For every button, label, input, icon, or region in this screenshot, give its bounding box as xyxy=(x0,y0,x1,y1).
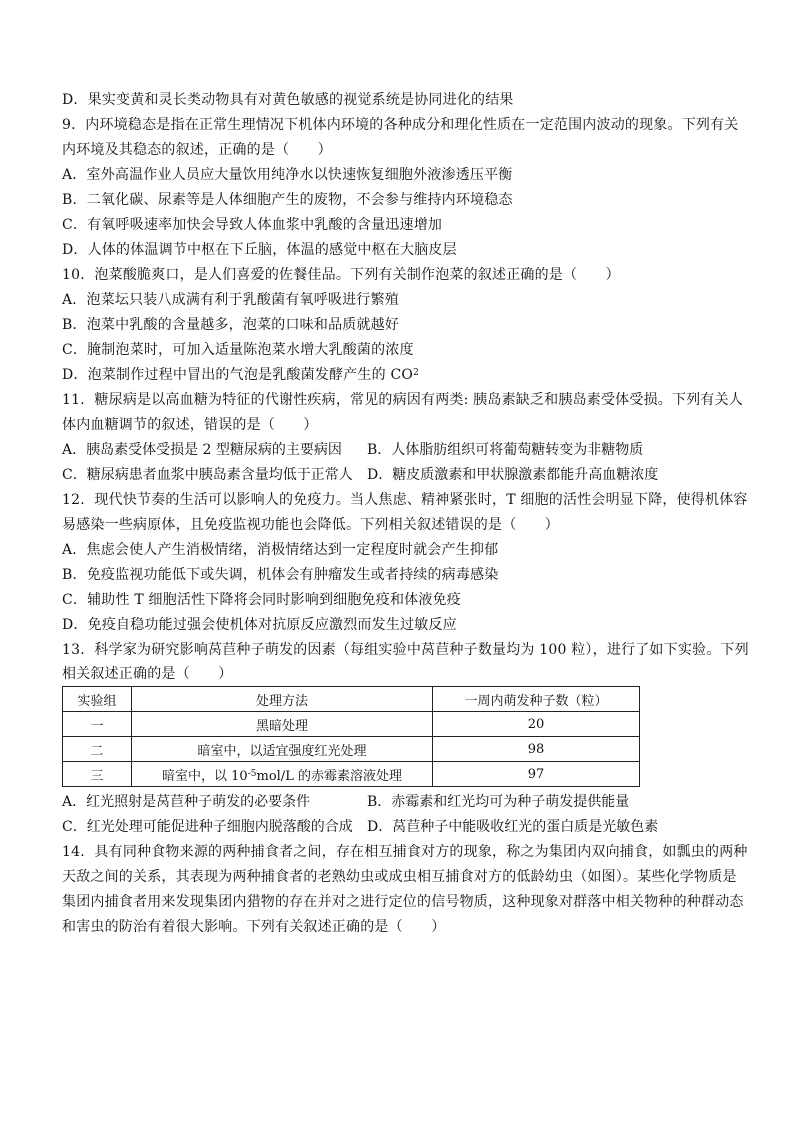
table-cell-count: 97 xyxy=(433,762,640,787)
q9-option-b: B．二氧化碳、尿素等是人体细胞产生的废物，不会参与维持内环境稳态 xyxy=(62,192,513,208)
q9-option-d: D．人体的体温调节中枢在下丘脑，体温的感觉中枢在大脑皮层 xyxy=(62,242,457,258)
method-text-post: mol/L 的赤霉素溶液处理 xyxy=(256,768,402,784)
table-header-count: 一周内萌发种子数（粒） xyxy=(433,687,640,712)
q13-stem-line1: 13．科学家为研究影响莴苣种子萌发的因素（每组实验中莴苣种子数量均为 100 粒），进行了如下实验。下列 xyxy=(62,642,749,658)
table-header-group: 实验组 xyxy=(63,687,132,712)
q10-option-d xyxy=(62,365,419,385)
q10-option-b: B．泡菜中乳酸的含量越多，泡菜的口味和品质就越好 xyxy=(62,317,400,333)
q10-stem: 10．泡菜酸脆爽口，是人们喜爱的佐餐佳品。下列有关制作泡菜的叙述正确的是（ ） xyxy=(62,267,620,283)
q9-option-a: A．室外高温作业人员应大量饮用纯净水以快速恢复细胞外液渗透压平衡 xyxy=(62,167,513,183)
q14-stem-line4: 和害虫的防治有着很大影响。下列有关叙述正确的是（ ） xyxy=(62,919,446,935)
q13-option-b: B．赤霉素和红光均可为种子萌发提供能量 xyxy=(367,794,630,810)
table-header-row xyxy=(63,687,640,712)
q14-stem-line3: 集团内捕食者用来发现集团内猎物的存在并对之进行定位的信号物质，这种现象对群落中相关物种的种群动态 xyxy=(62,894,744,910)
method-text-pre: 暗室中，以 10 xyxy=(162,768,248,784)
q13-option-a: A．红光照射是莴苣种子萌发的必要条件 xyxy=(62,794,311,810)
q11-option-d: D．糖皮质激素和甲状腺激素都能升高血糖浓度 xyxy=(367,467,659,483)
q12-option-d: D．免疫自稳功能过强会使机体对抗原反应激烈而发生过敏反应 xyxy=(62,617,457,633)
q14-stem-line1: 14．具有同种食物来源的两种捕食者之间，存在相互捕食对方的现象，称之为集团内双向捕食，如瓢虫的两种 xyxy=(62,844,748,860)
q13-option-c: C．红光处理可能促进种子细胞内脱落酸的合成 xyxy=(62,819,353,835)
table-cell-method: 暗室中，以适宜强度红光处理 xyxy=(132,737,433,762)
q10-option-a: A．泡菜坛只装八成满有利于乳酸菌有氧呼吸进行繁殖 xyxy=(62,292,399,308)
table-cell-method xyxy=(132,762,433,787)
q10-option-c: C．腌制泡菜时，可加入适量陈泡菜水增大乳酸菌的浓度 xyxy=(62,342,414,358)
q12-stem-line2: 易感染一些病原体，且免疫监视功能也会降低。下列相关叙述错误的是（ ） xyxy=(62,517,559,533)
q12-option-a: A．焦虑会使人产生消极情绪，消极情绪达到一定程度时就会产生抑郁 xyxy=(62,542,499,558)
table-cell-count: 20 xyxy=(433,712,640,737)
q11-option-a: A．胰岛素受体受损是 2 型糖尿病的主要病因 xyxy=(62,442,342,458)
table-cell-count: 98 xyxy=(433,737,640,762)
table-row xyxy=(63,762,640,787)
table-header-method: 处理方法 xyxy=(132,687,433,712)
q12-option-b: B．免疫监视功能低下或失调，机体会有肿瘤发生或者持续的病毒感染 xyxy=(62,567,499,583)
q10-option-d-text: D．泡菜制作过程中冒出的气泡是乳酸菌发酵产生的 CO xyxy=(62,367,414,383)
q8-option-d: D．果实变黄和灵长类动物具有对黄色敏感的视觉系统是协同进化的结果 xyxy=(62,92,514,108)
q11-option-b: B．人体脂肪组织可将葡萄糖转变为非糖物质 xyxy=(367,442,644,458)
q10-option-d-subscript: 2 xyxy=(413,368,420,378)
table-cell-group: 一 xyxy=(63,712,132,737)
table-row xyxy=(63,737,640,762)
q11-stem-line1: 11．糖尿病是以高血糖为特征的代谢性疾病，常见的病因有两类: 胰岛素缺乏和胰岛素受体受损。下列有关人 xyxy=(62,392,743,408)
experiment-table xyxy=(62,686,640,787)
q14-stem-line2: 天敌之间的关系，其表现为两种捕食者的老熟幼虫或成虫相互捕食对方的低龄幼虫（如图）。某些化学物质是 xyxy=(62,869,737,885)
table-cell-method: 黑暗处理 xyxy=(132,712,433,737)
q9-option-c: C．有氧呼吸速率加快会导致人体血浆中乳酸的含量迅速增加 xyxy=(62,217,443,233)
table-cell-group: 二 xyxy=(63,737,132,762)
method-exponent: -5 xyxy=(247,768,257,779)
table-row xyxy=(63,712,640,737)
q9-stem-line1: 9．内环境稳态是指在正常生理情况下机体内环境的各种成分和理化性质在一定范围内波动的现象。下列有关 xyxy=(62,117,739,133)
q12-stem-line1: 12．现代快节奏的生活可以影响人的免疫力。当人焦虑、精神紧张时，T 细胞的活性会明显下降，使得机体容 xyxy=(62,492,748,508)
q11-option-c: C．糖尿病患者血浆中胰岛素含量均低于正常人 xyxy=(62,467,353,483)
q13-option-d: D．莴苣种子中能吸收红光的蛋白质是光敏色素 xyxy=(367,819,659,835)
q12-option-c: C．辅助性 T 细胞活性下降将会同时影响到细胞免疫和体液免疫 xyxy=(62,592,461,608)
table-cell-group: 三 xyxy=(63,762,132,787)
q11-stem-line2: 体内血糖调节的叙述，错误的是（ ） xyxy=(62,417,318,433)
q9-stem-line2: 内环境及其稳态的叙述，正确的是（ ） xyxy=(62,142,332,158)
q13-stem-line2: 相关叙述正确的是（ ） xyxy=(62,666,233,682)
